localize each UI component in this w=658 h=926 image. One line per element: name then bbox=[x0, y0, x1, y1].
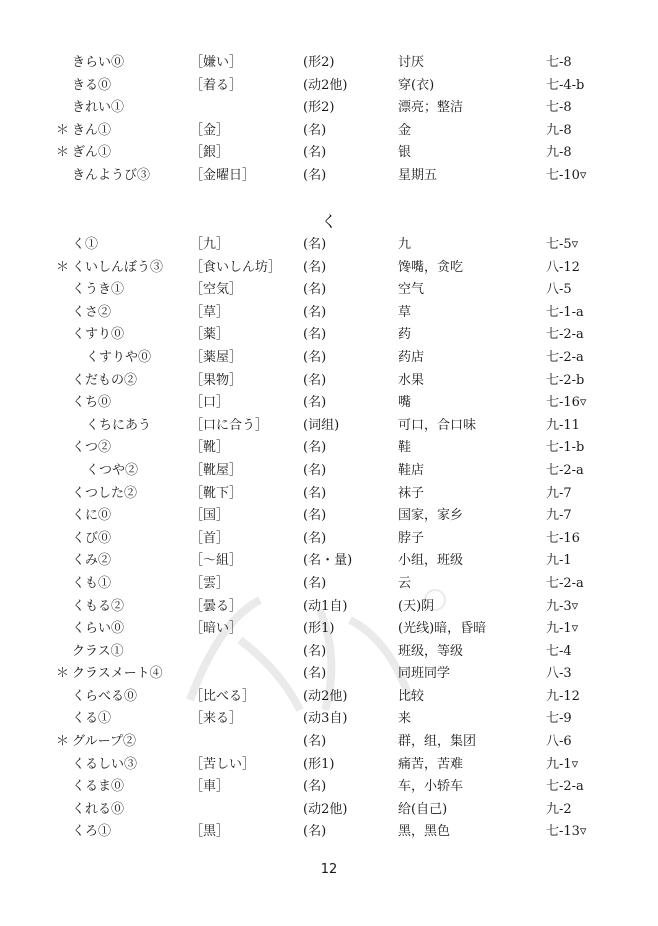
entry-kanji: ［黒］ bbox=[190, 824, 230, 840]
entry-reading: くちにあう bbox=[86, 417, 152, 433]
entry-reading: くみ② bbox=[72, 553, 112, 569]
entry-kanji: ［靴］ bbox=[190, 440, 230, 456]
entry-part-of-speech: (名) bbox=[303, 395, 327, 411]
entry-meaning: 比较 bbox=[398, 688, 425, 704]
glossary-entry bbox=[0, 120, 658, 143]
entry-reading: クラス① bbox=[72, 643, 124, 659]
entry-part-of-speech: (名) bbox=[303, 259, 327, 275]
entry-part-of-speech: (名) bbox=[303, 349, 327, 365]
glossary-entry bbox=[0, 505, 658, 528]
entry-meaning: 水果 bbox=[398, 372, 425, 388]
entry-reading: くらべる⓪ bbox=[72, 688, 138, 704]
entry-reading: くさ② bbox=[72, 304, 112, 320]
glossary-entry bbox=[0, 415, 658, 438]
entry-part-of-speech: (名) bbox=[303, 237, 327, 252]
entry-lesson-ref: 七-8 bbox=[546, 100, 572, 116]
entry-lesson-ref: 九-12 bbox=[546, 688, 580, 704]
entry-lesson-ref: 七-10▿ bbox=[546, 167, 587, 183]
entry-meaning: 漂亮；整洁 bbox=[398, 100, 464, 116]
entry-kanji: ［曇る］ bbox=[190, 598, 243, 614]
glossary-entry bbox=[0, 165, 658, 188]
entry-meaning: 脖子 bbox=[398, 530, 425, 546]
entry-meaning: 车，小轿车 bbox=[398, 779, 464, 795]
entry-part-of-speech: (名) bbox=[303, 779, 327, 795]
glossary-entry bbox=[0, 708, 658, 731]
entry-kanji: ［薬屋］ bbox=[190, 349, 243, 365]
entry-meaning: (光线)暗，昏暗 bbox=[398, 621, 487, 637]
entry-meaning: 云 bbox=[398, 575, 412, 591]
entry-lesson-ref: 七-2-a bbox=[546, 575, 584, 591]
entry-lesson-ref: 九-8 bbox=[546, 145, 572, 161]
entry-kanji: ［比べる］ bbox=[190, 688, 256, 704]
entry-meaning: 国家，家乡 bbox=[398, 508, 464, 524]
entry-kanji: ［～組］ bbox=[190, 553, 243, 569]
entry-reading: くらい⓪ bbox=[72, 621, 125, 637]
glossary-entry bbox=[0, 52, 658, 75]
entry-lesson-ref: 七-4 bbox=[546, 643, 572, 659]
glossary-entry bbox=[0, 437, 658, 460]
entry-part-of-speech: (名) bbox=[303, 462, 327, 478]
entry-reading: くれる⓪ bbox=[72, 801, 125, 817]
entry-part-of-speech: (名) bbox=[303, 666, 327, 682]
entry-lesson-ref: 七-1-a bbox=[546, 304, 584, 320]
entry-reading: きれい① bbox=[72, 100, 125, 116]
entry-kanji: ［口に合う］ bbox=[190, 417, 269, 433]
entry-part-of-speech: (名) bbox=[303, 824, 327, 840]
entry-reading: くもる② bbox=[72, 598, 125, 614]
entry-meaning: 草 bbox=[398, 304, 412, 320]
entry-reading: くつ② bbox=[72, 440, 112, 456]
entry-lesson-ref: 七-2-b bbox=[546, 372, 585, 388]
entry-reading: くすりや⓪ bbox=[86, 349, 152, 365]
entry-kanji: ［着る］ bbox=[190, 77, 243, 93]
new-word-marker: ＊ bbox=[56, 666, 70, 682]
entry-part-of-speech: (名) bbox=[303, 327, 327, 343]
section-heading-ku: く bbox=[320, 212, 337, 231]
entry-kanji: ［銀］ bbox=[190, 145, 230, 161]
glossary-entry bbox=[0, 257, 658, 280]
glossary-entry bbox=[0, 324, 658, 347]
glossary-entry bbox=[0, 279, 658, 302]
entry-part-of-speech: (名) bbox=[303, 372, 327, 388]
entry-part-of-speech: (名) bbox=[303, 282, 327, 298]
entry-kanji: ［草］ bbox=[190, 304, 230, 320]
new-word-marker: ＊ bbox=[56, 259, 70, 275]
entry-lesson-ref: 九-1▿ bbox=[546, 756, 579, 772]
entry-part-of-speech: (名) bbox=[303, 508, 327, 524]
entry-meaning: (天)阴 bbox=[398, 598, 435, 614]
glossary-entry bbox=[0, 776, 658, 799]
glossary-entry bbox=[0, 731, 658, 754]
entry-lesson-ref: 七-16 bbox=[546, 530, 580, 546]
entry-lesson-ref: 七-2-a bbox=[546, 327, 584, 343]
glossary-entry bbox=[0, 799, 658, 822]
entry-reading: くる① bbox=[72, 711, 112, 727]
entry-part-of-speech: (形1) bbox=[303, 756, 335, 772]
entry-meaning: 药店 bbox=[398, 349, 425, 365]
entry-meaning: 小组，班级 bbox=[398, 553, 464, 569]
entry-lesson-ref: 七-13▿ bbox=[546, 824, 587, 840]
entry-part-of-speech: (词组) bbox=[303, 417, 340, 433]
entry-meaning: 银 bbox=[398, 145, 412, 161]
entry-kanji: ［九］ bbox=[190, 237, 230, 252]
glossary-entry bbox=[0, 392, 658, 415]
entry-lesson-ref: 九-3▿ bbox=[546, 598, 579, 614]
entry-reading: きらい⓪ bbox=[72, 55, 125, 70]
entry-meaning: 药 bbox=[398, 327, 412, 343]
entry-kanji: ［国］ bbox=[190, 508, 230, 524]
glossary-entry bbox=[0, 460, 658, 483]
entry-lesson-ref: 七-2-a bbox=[546, 349, 584, 365]
entry-lesson-ref: 八-3 bbox=[546, 666, 572, 682]
entry-reading: くるま⓪ bbox=[72, 779, 125, 795]
entry-kanji: ［車］ bbox=[190, 779, 230, 795]
entry-part-of-speech: (名) bbox=[303, 530, 327, 546]
entry-lesson-ref: 七-16▿ bbox=[546, 395, 587, 411]
entry-meaning: 星期五 bbox=[398, 167, 438, 183]
glossary-entry bbox=[0, 641, 658, 664]
entry-meaning: 鞋 bbox=[398, 440, 412, 456]
entry-kanji: ［雲］ bbox=[190, 575, 230, 591]
entry-reading: くつや② bbox=[86, 462, 139, 478]
glossary-entry bbox=[0, 686, 658, 709]
new-word-marker: ＊ bbox=[56, 145, 70, 161]
entry-meaning: 群，组，集团 bbox=[398, 734, 477, 750]
entry-lesson-ref: 九-7 bbox=[546, 508, 572, 524]
glossary-entry bbox=[0, 754, 658, 777]
entry-kanji: ［金曜日］ bbox=[190, 167, 256, 183]
entry-kanji: ［嫌い］ bbox=[190, 55, 243, 70]
entry-meaning: 同班同学 bbox=[398, 666, 451, 682]
new-word-marker: ＊ bbox=[56, 734, 70, 750]
entry-meaning: 可口，合口味 bbox=[398, 417, 477, 433]
glossary-entry bbox=[0, 550, 658, 573]
entry-meaning: 鞋店 bbox=[398, 462, 425, 478]
entry-part-of-speech: (名・量) bbox=[303, 553, 353, 569]
entry-meaning: 黑，黑色 bbox=[398, 824, 451, 840]
entry-lesson-ref: 七-2-a bbox=[546, 462, 584, 478]
entry-reading: きんようび③ bbox=[72, 167, 151, 183]
entry-reading: グループ② bbox=[72, 734, 136, 750]
entry-part-of-speech: (形1) bbox=[303, 621, 335, 637]
glossary-entry bbox=[0, 75, 658, 98]
glossary-entry bbox=[0, 234, 658, 257]
glossary-entry bbox=[0, 663, 658, 686]
entry-reading: くるしい③ bbox=[72, 756, 138, 772]
entry-meaning: 给(自己) bbox=[398, 801, 448, 817]
entry-part-of-speech: (名) bbox=[303, 167, 327, 183]
entry-part-of-speech: (动3自) bbox=[303, 711, 348, 727]
new-word-marker: ＊ bbox=[56, 122, 70, 138]
entry-part-of-speech: (动1自) bbox=[303, 598, 348, 614]
entry-meaning: 讨厌 bbox=[398, 55, 425, 70]
entry-meaning: 空气 bbox=[398, 282, 425, 298]
entry-part-of-speech: (名) bbox=[303, 734, 327, 750]
entry-kanji: ［口］ bbox=[190, 395, 230, 411]
entry-reading: ぎん① bbox=[72, 145, 112, 161]
entry-lesson-ref: 七-2-a bbox=[546, 779, 584, 795]
entry-lesson-ref: 九-8 bbox=[546, 122, 572, 138]
entry-reading: くすり⓪ bbox=[72, 327, 125, 343]
entry-kanji: ［空気］ bbox=[190, 282, 243, 298]
entry-part-of-speech: (动2他) bbox=[303, 801, 348, 817]
entry-kanji: ［首］ bbox=[190, 530, 230, 546]
entry-reading: くも① bbox=[72, 575, 112, 591]
entry-part-of-speech: (动2他) bbox=[303, 688, 348, 704]
entry-part-of-speech: (名) bbox=[303, 440, 327, 456]
entry-reading: くだもの② bbox=[72, 372, 138, 388]
entry-lesson-ref: 八-12 bbox=[546, 259, 580, 275]
entry-lesson-ref: 七-8 bbox=[546, 55, 572, 70]
glossary-entry bbox=[0, 370, 658, 393]
entry-kanji: ［苦しい］ bbox=[190, 756, 256, 772]
glossary-entry bbox=[0, 618, 658, 641]
entry-kanji: ［靴屋］ bbox=[190, 462, 243, 478]
entry-meaning: 痛苦，苦难 bbox=[398, 756, 464, 772]
entry-lesson-ref: 九-1▿ bbox=[546, 621, 579, 637]
entry-lesson-ref: 七-9 bbox=[546, 711, 572, 727]
glossary-entry bbox=[0, 483, 658, 506]
entry-lesson-ref: 九-2 bbox=[546, 801, 572, 817]
section-ku bbox=[0, 234, 658, 844]
glossary-entry bbox=[0, 596, 658, 619]
entry-kanji: ［食いしん坊］ bbox=[190, 259, 282, 275]
entry-part-of-speech: (名) bbox=[303, 575, 327, 591]
entry-reading: くつした② bbox=[72, 485, 138, 501]
entry-lesson-ref: 七-1-b bbox=[546, 440, 585, 456]
glossary-entry bbox=[0, 528, 658, 551]
entry-reading: くろ① bbox=[72, 824, 112, 840]
glossary-entry bbox=[0, 97, 658, 120]
entry-reading: くいしんぼう③ bbox=[72, 259, 164, 275]
entry-lesson-ref: 九-1 bbox=[546, 553, 572, 569]
glossary-entry bbox=[0, 821, 658, 844]
entry-reading: く① bbox=[72, 237, 99, 252]
entry-part-of-speech: (名) bbox=[303, 145, 327, 161]
entry-meaning: 穿(衣) bbox=[398, 77, 435, 93]
entry-reading: くに⓪ bbox=[72, 508, 112, 524]
entry-part-of-speech: (名) bbox=[303, 485, 327, 501]
entry-kanji: ［金］ bbox=[190, 122, 230, 138]
entry-meaning: 班级，等级 bbox=[398, 643, 464, 659]
entry-meaning: 袜子 bbox=[398, 485, 425, 501]
entry-meaning: 金 bbox=[398, 122, 412, 138]
glossary-entry bbox=[0, 302, 658, 325]
entry-reading: くうき① bbox=[72, 282, 125, 298]
entry-lesson-ref: 九-7 bbox=[546, 485, 572, 501]
page-number: 12 bbox=[320, 862, 338, 877]
entry-kanji: ［果物］ bbox=[190, 372, 243, 388]
entry-meaning: 嘴 bbox=[398, 395, 412, 411]
entry-meaning: 馋嘴，贪吃 bbox=[398, 259, 464, 275]
entry-lesson-ref: 八-5 bbox=[546, 282, 572, 298]
entry-reading: くび⓪ bbox=[72, 530, 112, 546]
glossary-entry bbox=[0, 347, 658, 370]
entry-part-of-speech: (动2他) bbox=[303, 77, 348, 93]
entry-reading: クラスメート④ bbox=[72, 666, 163, 682]
entry-part-of-speech: (名) bbox=[303, 643, 327, 659]
entry-reading: きん① bbox=[72, 122, 112, 138]
entry-part-of-speech: (形2) bbox=[303, 55, 335, 70]
entry-kanji: ［来る］ bbox=[190, 711, 243, 727]
entry-lesson-ref: 九-11 bbox=[546, 417, 580, 433]
entry-lesson-ref: 八-6 bbox=[546, 734, 572, 750]
entry-lesson-ref: 七-4-b bbox=[546, 77, 585, 93]
entry-kanji: ［暗い］ bbox=[190, 621, 243, 637]
entry-reading: くち⓪ bbox=[72, 395, 112, 411]
entry-kanji: ［靴下］ bbox=[190, 485, 243, 501]
glossary-entry bbox=[0, 573, 658, 596]
entry-lesson-ref: 七-5▿ bbox=[546, 237, 579, 252]
entry-kanji: ［薬］ bbox=[190, 327, 230, 343]
entry-part-of-speech: (名) bbox=[303, 122, 327, 138]
entry-meaning: 九 bbox=[398, 237, 412, 252]
entry-part-of-speech: (名) bbox=[303, 304, 327, 320]
entry-part-of-speech: (形2) bbox=[303, 100, 335, 116]
glossary-entry bbox=[0, 142, 658, 165]
entry-meaning: 来 bbox=[398, 711, 412, 727]
entry-reading: きる⓪ bbox=[72, 77, 112, 93]
section-ki bbox=[0, 52, 658, 188]
